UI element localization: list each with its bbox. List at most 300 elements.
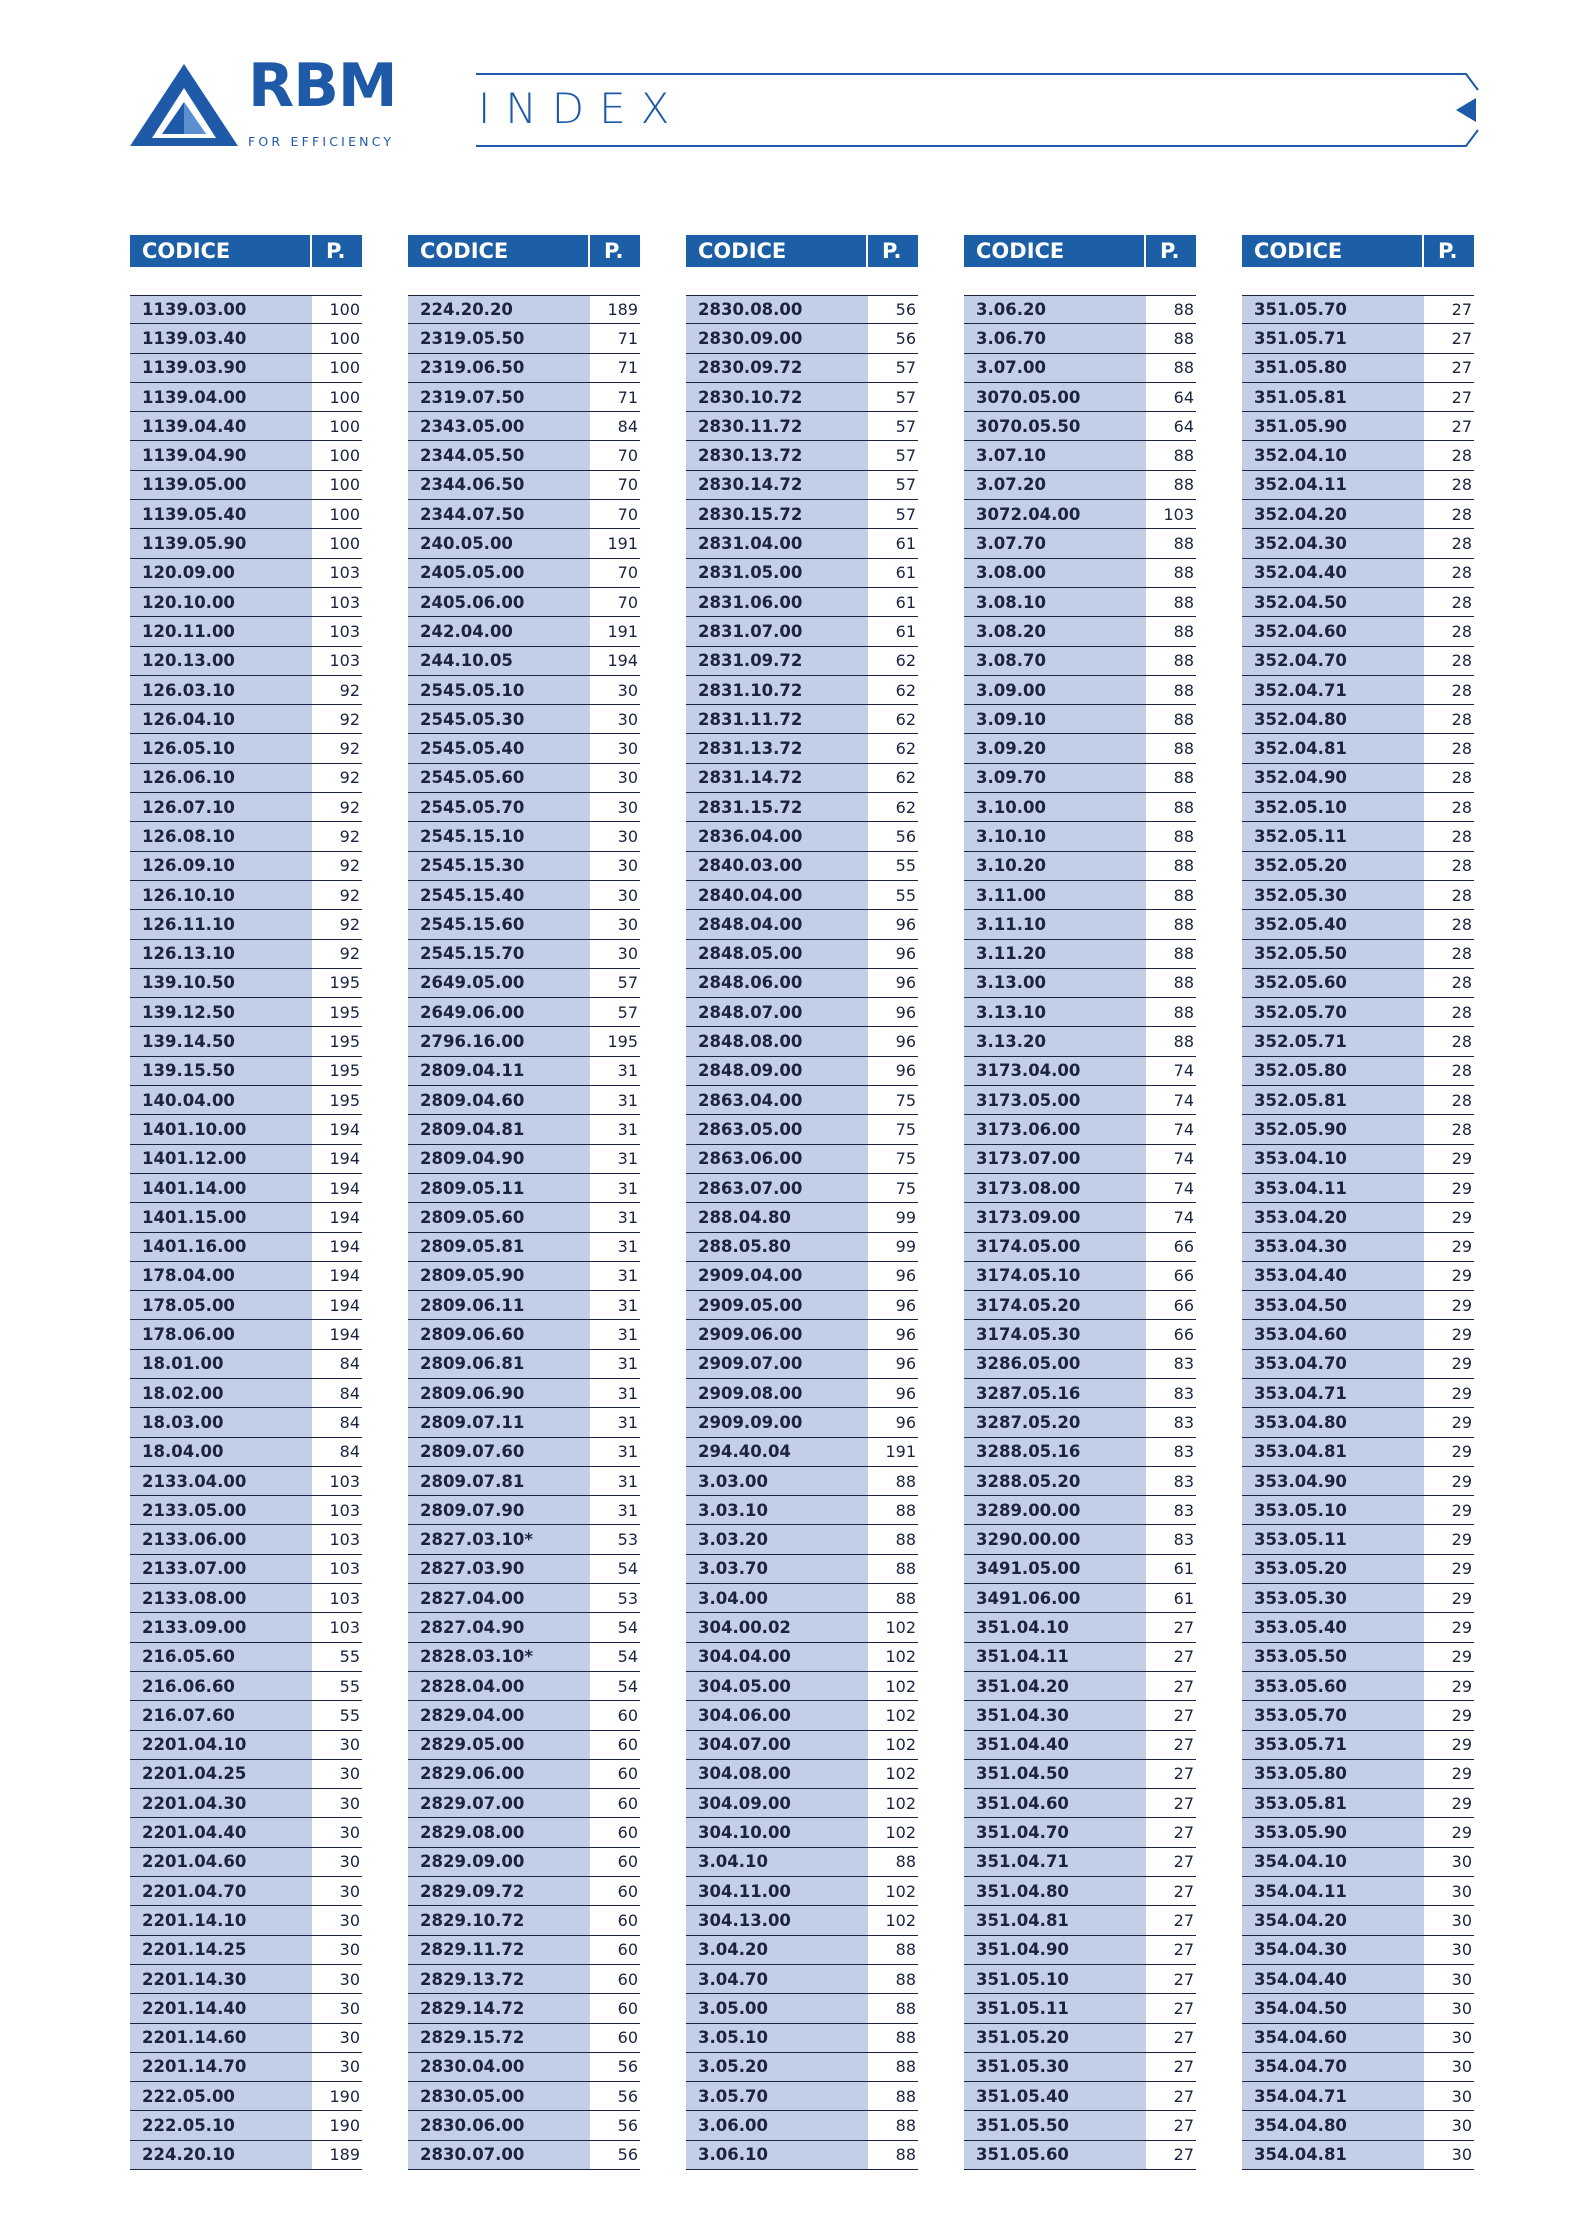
code-cell: 3070.05.00	[964, 383, 1146, 412]
table-row	[130, 1584, 362, 1613]
table-row	[130, 324, 362, 353]
table-row	[130, 2141, 362, 2170]
code-cell: 353.05.70	[1242, 1701, 1424, 1730]
code-cell: 18.02.00	[130, 1379, 312, 1408]
page-cell: 28	[1424, 500, 1474, 529]
page-cell: 61	[1146, 1555, 1196, 1584]
page-cell: 31	[590, 1350, 640, 1379]
page-cell: 29	[1424, 1789, 1474, 1818]
page-cell: 30	[1424, 1877, 1474, 1906]
code-cell: 2809.07.81	[408, 1467, 590, 1496]
code-cell: 2830.14.72	[686, 471, 868, 500]
table-row	[408, 1613, 640, 1642]
code-cell: 351.05.20	[964, 2024, 1146, 2053]
page-cell: 31	[590, 1408, 640, 1437]
column-header	[964, 235, 1196, 267]
page-cell: 103	[312, 1525, 362, 1554]
code-cell: 3286.05.00	[964, 1350, 1146, 1379]
code-cell: 3173.08.00	[964, 1174, 1146, 1203]
table-row	[1242, 1613, 1474, 1642]
code-cell: 354.04.81	[1242, 2141, 1424, 2170]
table-row	[964, 1408, 1196, 1437]
page-cell: 88	[1146, 529, 1196, 558]
table-row	[686, 1555, 918, 1584]
code-cell: 2809.05.81	[408, 1233, 590, 1262]
table-row	[964, 1555, 1196, 1584]
code-cell: 3.04.00	[686, 1584, 868, 1613]
index-rows	[130, 295, 362, 2170]
table-row	[964, 1643, 1196, 1672]
table-row	[408, 1086, 640, 1115]
table-row	[686, 412, 918, 441]
page-cell: 28	[1424, 969, 1474, 998]
page-cell: 88	[1146, 617, 1196, 646]
page-cell: 28	[1424, 793, 1474, 822]
table-row	[130, 412, 362, 441]
table-row	[130, 1672, 362, 1701]
code-cell: 353.05.80	[1242, 1760, 1424, 1789]
back-arrow-icon	[1456, 98, 1476, 122]
table-row	[1242, 2111, 1474, 2140]
code-cell: 354.04.70	[1242, 2053, 1424, 2082]
table-row	[130, 1438, 362, 1467]
index-rows	[1242, 295, 1474, 2170]
code-cell: 3.05.70	[686, 2082, 868, 2111]
table-row	[408, 529, 640, 558]
code-cell: 2831.09.72	[686, 647, 868, 676]
code-cell: 304.05.00	[686, 1672, 868, 1701]
table-row	[408, 1701, 640, 1730]
page-cell: 30	[590, 881, 640, 910]
page-cell: 92	[312, 940, 362, 969]
page-cell: 71	[590, 354, 640, 383]
header-code: CODICE	[408, 235, 590, 267]
code-cell: 1401.15.00	[130, 1203, 312, 1232]
code-cell: 1139.03.00	[130, 295, 312, 324]
table-row	[408, 2082, 640, 2111]
page-cell: 30	[1424, 1848, 1474, 1877]
page-cell: 88	[1146, 676, 1196, 705]
code-cell: 2909.06.00	[686, 1320, 868, 1349]
table-row	[964, 2141, 1196, 2170]
table-row	[964, 324, 1196, 353]
code-cell: 2848.06.00	[686, 969, 868, 998]
page-cell: 29	[1424, 1438, 1474, 1467]
table-row	[964, 617, 1196, 646]
page-cell: 30	[312, 1994, 362, 2023]
table-row	[1242, 647, 1474, 676]
table-row	[686, 2024, 918, 2053]
table-row	[130, 969, 362, 998]
page-cell: 88	[868, 1848, 918, 1877]
page-cell: 88	[868, 1496, 918, 1525]
code-cell: 3288.05.16	[964, 1438, 1146, 1467]
table-row	[408, 588, 640, 617]
code-cell: 351.04.71	[964, 1848, 1146, 1877]
page-cell: 103	[312, 588, 362, 617]
page-cell: 30	[1424, 1936, 1474, 1965]
table-row	[964, 1525, 1196, 1554]
page-cell: 61	[868, 559, 918, 588]
page-cell: 88	[868, 2082, 918, 2111]
table-row	[1242, 822, 1474, 851]
table-row	[130, 1701, 362, 1730]
table-row	[686, 500, 918, 529]
table-row	[964, 1145, 1196, 1174]
table-row	[408, 383, 640, 412]
page-cell: 84	[312, 1438, 362, 1467]
page-cell: 30	[590, 822, 640, 851]
table-row	[686, 588, 918, 617]
code-cell: 2831.05.00	[686, 559, 868, 588]
code-cell: 294.40.04	[686, 1438, 868, 1467]
code-cell: 2863.06.00	[686, 1145, 868, 1174]
code-cell: 351.04.80	[964, 1877, 1146, 1906]
code-cell: 351.04.81	[964, 1906, 1146, 1935]
table-row	[686, 969, 918, 998]
table-row	[408, 969, 640, 998]
code-cell: 353.04.70	[1242, 1350, 1424, 1379]
page-cell: 70	[590, 471, 640, 500]
table-row	[130, 295, 362, 324]
page-cell: 57	[868, 354, 918, 383]
page-cell: 103	[312, 1613, 362, 1642]
page-cell: 28	[1424, 764, 1474, 793]
code-cell: 126.06.10	[130, 764, 312, 793]
code-cell: 351.04.11	[964, 1643, 1146, 1672]
page-cell: 96	[868, 1320, 918, 1349]
table-row	[408, 1818, 640, 1847]
page-cell: 88	[868, 1994, 918, 2023]
page-cell: 30	[590, 705, 640, 734]
table-row	[964, 1086, 1196, 1115]
table-row	[408, 1936, 640, 1965]
table-row	[686, 529, 918, 558]
code-cell: 224.20.20	[408, 295, 590, 324]
page-cell: 29	[1424, 1174, 1474, 1203]
page-cell: 31	[590, 1145, 640, 1174]
page-cell: 100	[312, 441, 362, 470]
page-cell: 102	[868, 1701, 918, 1730]
page-cell: 55	[868, 852, 918, 881]
code-cell: 304.00.02	[686, 1613, 868, 1642]
code-cell: 126.03.10	[130, 676, 312, 705]
table-row	[1242, 2082, 1474, 2111]
code-cell: 2133.04.00	[130, 1467, 312, 1496]
table-row	[964, 1994, 1196, 2023]
table-row	[408, 1262, 640, 1291]
table-row	[1242, 1555, 1474, 1584]
page-cell: 103	[1146, 500, 1196, 529]
index-rows	[686, 295, 918, 2170]
table-row	[1242, 1760, 1474, 1789]
code-cell: 2831.04.00	[686, 529, 868, 558]
table-row	[130, 1115, 362, 1144]
page-cell: 75	[868, 1086, 918, 1115]
code-cell: 352.04.30	[1242, 529, 1424, 558]
table-row	[686, 1057, 918, 1086]
page-cell: 30	[590, 940, 640, 969]
code-cell: 2405.06.00	[408, 588, 590, 617]
page-cell: 29	[1424, 1525, 1474, 1554]
code-cell: 351.04.20	[964, 1672, 1146, 1701]
table-row	[964, 1877, 1196, 1906]
page-cell: 88	[1146, 998, 1196, 1027]
page-cell: 30	[590, 852, 640, 881]
code-cell: 2344.06.50	[408, 471, 590, 500]
page-cell: 30	[1424, 1965, 1474, 1994]
table-row	[686, 764, 918, 793]
page-cell: 96	[868, 1408, 918, 1437]
page-cell: 56	[868, 324, 918, 353]
table-row	[964, 647, 1196, 676]
code-cell: 2545.05.70	[408, 793, 590, 822]
index-column-2	[408, 235, 640, 2170]
page-cell: 84	[312, 1350, 362, 1379]
table-row	[1242, 559, 1474, 588]
header-code: CODICE	[130, 235, 312, 267]
page-cell: 83	[1146, 1379, 1196, 1408]
page-cell: 83	[1146, 1467, 1196, 1496]
table-row	[686, 2111, 918, 2140]
table-row	[408, 1877, 640, 1906]
code-cell: 351.05.81	[1242, 383, 1424, 412]
table-row	[408, 295, 640, 324]
code-cell: 352.05.10	[1242, 793, 1424, 822]
table-row	[130, 471, 362, 500]
code-cell: 2830.15.72	[686, 500, 868, 529]
code-cell: 2829.08.00	[408, 1818, 590, 1847]
page-cell: 88	[868, 1555, 918, 1584]
table-row	[130, 1760, 362, 1789]
code-cell: 3.13.00	[964, 969, 1146, 998]
page-cell: 92	[312, 734, 362, 763]
code-cell: 2831.06.00	[686, 588, 868, 617]
code-cell: 2828.04.00	[408, 1672, 590, 1701]
code-cell: 2809.04.90	[408, 1145, 590, 1174]
page-cell: 55	[312, 1643, 362, 1672]
table-row	[130, 1467, 362, 1496]
page-cell: 28	[1424, 940, 1474, 969]
code-cell: 2649.05.00	[408, 969, 590, 998]
page-cell: 29	[1424, 1643, 1474, 1672]
page-cell: 53	[590, 1525, 640, 1554]
page-cell: 60	[590, 1906, 640, 1935]
code-cell: 3.09.20	[964, 734, 1146, 763]
page-cell: 30	[312, 1731, 362, 1760]
table-row	[408, 764, 640, 793]
code-cell: 2133.05.00	[130, 1496, 312, 1525]
code-cell: 304.07.00	[686, 1731, 868, 1760]
page-cell: 102	[868, 1818, 918, 1847]
code-cell: 2863.05.00	[686, 1115, 868, 1144]
page-cell: 102	[868, 1789, 918, 1818]
table-row	[1242, 1906, 1474, 1935]
table-row	[408, 412, 640, 441]
page-cell: 103	[312, 1467, 362, 1496]
page-cell: 92	[312, 705, 362, 734]
page-cell: 60	[590, 1848, 640, 1877]
code-cell: 2829.04.00	[408, 1701, 590, 1730]
code-cell: 354.04.30	[1242, 1936, 1424, 1965]
page-cell: 55	[868, 881, 918, 910]
page-cell: 83	[1146, 1350, 1196, 1379]
code-cell: 3072.04.00	[964, 500, 1146, 529]
code-cell: 2829.14.72	[408, 1994, 590, 2023]
page-cell: 194	[312, 1203, 362, 1232]
code-cell: 3.09.10	[964, 705, 1146, 734]
table-row	[408, 705, 640, 734]
code-cell: 351.04.70	[964, 1818, 1146, 1847]
header-page: P.	[1438, 239, 1458, 263]
page-cell: 31	[590, 1496, 640, 1525]
table-row	[964, 1789, 1196, 1818]
page-cell: 88	[1146, 969, 1196, 998]
index-rows	[408, 295, 640, 2170]
page-cell: 100	[312, 354, 362, 383]
code-cell: 2840.04.00	[686, 881, 868, 910]
code-cell: 3.04.20	[686, 1936, 868, 1965]
code-cell: 178.05.00	[130, 1291, 312, 1320]
page-cell: 30	[590, 676, 640, 705]
page-cell: 30	[590, 910, 640, 939]
table-row	[408, 1760, 640, 1789]
code-cell: 1139.03.90	[130, 354, 312, 383]
code-cell: 3.07.20	[964, 471, 1146, 500]
page-cell: 28	[1424, 1115, 1474, 1144]
page-cell: 27	[1146, 1701, 1196, 1730]
page-cell: 31	[590, 1203, 640, 1232]
page-cell: 60	[590, 1731, 640, 1760]
table-row	[964, 1496, 1196, 1525]
table-row	[130, 354, 362, 383]
table-row	[686, 441, 918, 470]
code-cell: 2133.09.00	[130, 1613, 312, 1642]
code-cell: 2796.16.00	[408, 1027, 590, 1056]
page-cell: 56	[868, 822, 918, 851]
table-row	[964, 1203, 1196, 1232]
table-row	[1242, 881, 1474, 910]
page-cell: 195	[312, 1057, 362, 1086]
table-row	[408, 1496, 640, 1525]
code-cell: 3174.05.00	[964, 1233, 1146, 1262]
code-cell: 2809.06.60	[408, 1320, 590, 1349]
table-row	[130, 1789, 362, 1818]
table-row	[1242, 852, 1474, 881]
code-cell: 353.05.50	[1242, 1643, 1424, 1672]
code-cell: 2827.04.90	[408, 1613, 590, 1642]
page-cell: 27	[1424, 295, 1474, 324]
table-row	[1242, 969, 1474, 998]
table-row	[964, 910, 1196, 939]
code-cell: 2809.05.90	[408, 1262, 590, 1291]
code-cell: 2829.11.72	[408, 1936, 590, 1965]
table-row	[130, 1086, 362, 1115]
page-cell: 56	[590, 2053, 640, 2082]
table-row	[964, 2053, 1196, 2082]
code-cell: 2830.10.72	[686, 383, 868, 412]
code-cell: 3491.06.00	[964, 1584, 1146, 1613]
table-row	[130, 1965, 362, 1994]
code-cell: 2201.14.30	[130, 1965, 312, 1994]
code-cell: 353.04.11	[1242, 1174, 1424, 1203]
table-row	[964, 1174, 1196, 1203]
table-row	[130, 910, 362, 939]
code-cell: 3.09.00	[964, 676, 1146, 705]
table-row	[964, 1906, 1196, 1935]
code-cell: 3289.00.00	[964, 1496, 1146, 1525]
page-cell: 88	[1146, 1027, 1196, 1056]
table-row	[130, 1525, 362, 1554]
table-row	[130, 822, 362, 851]
table-row	[1242, 1672, 1474, 1701]
code-cell: 139.12.50	[130, 998, 312, 1027]
page-cell: 27	[1146, 1672, 1196, 1701]
code-cell: 224.20.10	[130, 2141, 312, 2170]
code-cell: 2545.15.60	[408, 910, 590, 939]
code-cell: 353.05.20	[1242, 1555, 1424, 1584]
table-row	[408, 441, 640, 470]
code-cell: 354.04.71	[1242, 2082, 1424, 2111]
code-cell: 352.04.40	[1242, 559, 1424, 588]
code-cell: 2827.03.90	[408, 1555, 590, 1584]
page-cell: 61	[868, 529, 918, 558]
code-cell: 352.05.50	[1242, 940, 1424, 969]
code-cell: 352.04.10	[1242, 441, 1424, 470]
table-row	[686, 1350, 918, 1379]
code-cell: 216.07.60	[130, 1701, 312, 1730]
code-cell: 2909.07.00	[686, 1350, 868, 1379]
code-cell: 2133.07.00	[130, 1555, 312, 1584]
code-cell: 354.04.50	[1242, 1994, 1424, 2023]
table-row	[964, 295, 1196, 324]
rbm-triangle-logo-icon	[128, 62, 240, 148]
table-row	[964, 1731, 1196, 1760]
table-row	[408, 1994, 640, 2023]
code-cell: 2830.13.72	[686, 441, 868, 470]
table-row	[964, 529, 1196, 558]
page-cell: 88	[1146, 471, 1196, 500]
page-cell: 28	[1424, 441, 1474, 470]
code-cell: 1139.03.40	[130, 324, 312, 353]
page-cell: 88	[868, 1936, 918, 1965]
table-row	[1242, 1701, 1474, 1730]
table-row	[686, 647, 918, 676]
code-cell: 126.13.10	[130, 940, 312, 969]
page-cell: 31	[590, 1233, 640, 1262]
table-row	[1242, 617, 1474, 646]
table-row	[1242, 2053, 1474, 2082]
table-row	[964, 1379, 1196, 1408]
table-row	[964, 1350, 1196, 1379]
table-row	[130, 1233, 362, 1262]
page-cell: 30	[312, 1877, 362, 1906]
code-cell: 2201.14.25	[130, 1936, 312, 1965]
table-row	[130, 1262, 362, 1291]
code-cell: 222.05.10	[130, 2111, 312, 2140]
code-cell: 2344.05.50	[408, 441, 590, 470]
table-row	[130, 793, 362, 822]
table-row	[964, 471, 1196, 500]
page-cell: 29	[1424, 1320, 1474, 1349]
table-row	[408, 793, 640, 822]
page-cell: 71	[590, 324, 640, 353]
code-cell: 351.05.50	[964, 2111, 1146, 2140]
page-cell: 84	[590, 412, 640, 441]
code-cell: 2848.09.00	[686, 1057, 868, 1086]
page-cell: 84	[312, 1408, 362, 1437]
page-cell: 60	[590, 1789, 640, 1818]
